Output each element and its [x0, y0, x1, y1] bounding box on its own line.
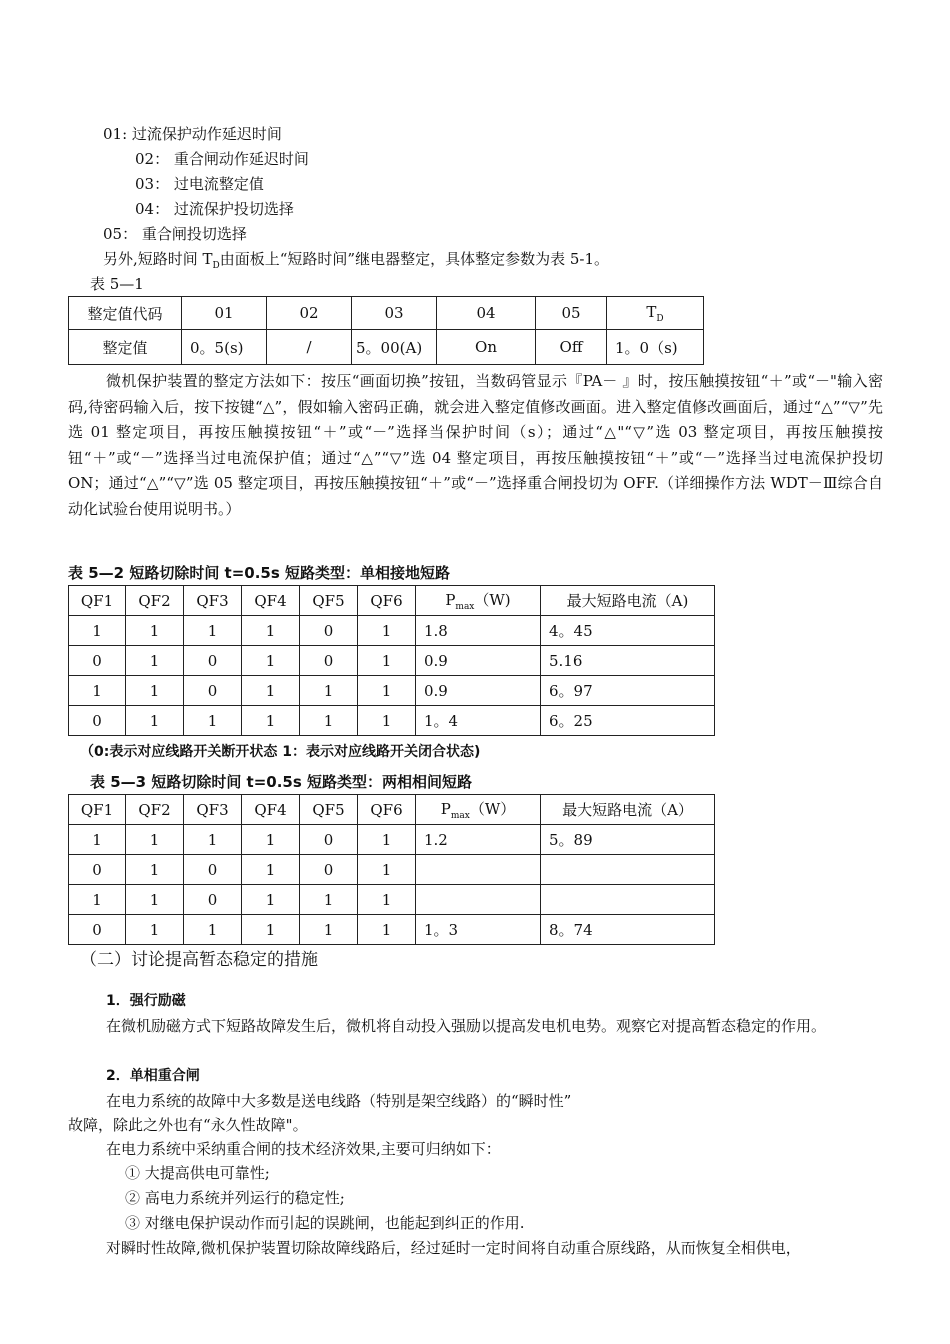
- subsection-title-2: 2．单相重合闸: [106, 1068, 200, 1084]
- table-5-1-caption: 表 5—1: [90, 275, 144, 293]
- table-row: QF1 QF2 QF3 QF4 QF5 QF6 $P_{max}(W)$ 最大短路电流（A）: [69, 795, 715, 825]
- table-row: 0 1 0 1 0 1: [69, 855, 715, 885]
- subsection-2-line-2: 故障，除此之外也有“永久性故障"。: [68, 1116, 308, 1134]
- bullet-item-2: ② 高电力系统并列运行的稳定性;: [125, 1189, 345, 1207]
- list-item-05: 05： 重合闸投切选择: [103, 225, 247, 243]
- table-row: 1 1 0 1 1 1: [69, 885, 715, 915]
- last-line: 对瞬时性故障,微机保护装置切除故障线路后，经过延时一定时间将自动重合原线路，从而恢复全相供电，: [106, 1239, 801, 1257]
- table-5-1: [68, 296, 704, 365]
- list-item-02: 02： 重合闸动作延迟时间: [135, 150, 309, 168]
- bullet-item-3: ③ 对继电保护误动作而引起的误跳闸，也能起到纠正的作用.: [125, 1214, 525, 1232]
- section-title: （二）讨论提高暂态稳定的措施: [80, 950, 318, 970]
- table-5-3-caption: 表 5—3 短路切除时间 t=0.5s 短路类型：两相相间短路: [90, 773, 473, 791]
- list-item-03: 03： 过电流整定值: [135, 175, 264, 193]
- table-row: QF1 QF2 QF3 QF4 QF5 QF6 $P_{max}(W)$ 最大短路电流（A): [69, 586, 715, 616]
- table-row: 0 1 1 1 1 1 1。4 6。25: [69, 706, 715, 736]
- table-row: 0 1 0 1 0 1 0.9 5.16: [69, 646, 715, 676]
- subsection-2-line-1: 在电力系统的故障中大多数是送电线路（特别是架空线路）的“瞬时性”: [106, 1092, 572, 1110]
- subsection-1-paragraph: 在微机励磁方式下短路故障发生后，微机将自动投入强励以提高发电机电势。观察它对提高暂态稳定的作用。: [106, 1017, 827, 1035]
- list-item-04: 04： 过流保护投切选择: [135, 200, 294, 218]
- table-5-2: [68, 585, 715, 736]
- list-item-01: 01: 过流保护动作延迟时间: [103, 125, 282, 143]
- subsection-2-line-3: 在电力系统中采纳重合闸的技术经济效果,主要可归纳如下：: [106, 1140, 501, 1158]
- bullet-item-1: ① 大提高供电可靠性;: [125, 1164, 270, 1182]
- subsection-title-1: 1．强行励磁: [106, 993, 186, 1009]
- method-paragraph: 微机保护装置的整定方法如下：按压“画面切换”按钮，当数码管显示『PA－ 』时，按压触摸按钮“＋”或“－"输入密码,待密码输入后，按下按键“△”，假如输入密码正确，就会进入整定值修改画面。进入整定值修改画面后，通过“△”“▽”先选 01 整定项目，再按压触摸按钮“＋”或“－”选择当保护时间（s）；通过“△"“▽”选 03 整定项目，再按压触摸按钮“＋”或“－”选择当过电流保护值；通过“△”“▽”选 04 整定项目，再按压触摸按钮“＋”或“－”选择当过电流保护投切 ON；通过“△”“▽”选 05 整定项目，再按压触摸按钮“＋”或“－”选择重合闸投切为 OFF.（详细操作方法 WDT－Ⅲ综合自动化试验台使用说明书。）: [68, 372, 883, 518]
- intro-line: 另外,短路时间 $T_D$由面板上“短路时间”继电器整定，具体整定参数为表 5-1。: [103, 250, 610, 271]
- table-5-2-caption: 表 5—2 短路切除时间 t=0.5s 短路类型：单相接地短路: [68, 564, 451, 582]
- table-row: 整定值代码 01 02 03 04 05 $T_D$: [69, 297, 704, 330]
- table-5-2-note: （0:表示对应线路开关断开状态 1：表示对应线路开关闭合状态): [80, 744, 481, 760]
- table-row: 整定值 0。5(s) / 5。00(A) On Off 1。0（s): [69, 330, 704, 365]
- table-5-3: [68, 794, 715, 945]
- table-row: 1 1 0 1 1 1 0.9 6。97: [69, 676, 715, 706]
- table-row: 1 1 1 1 0 1 1.2 5。89: [69, 825, 715, 855]
- table-row: 0 1 1 1 1 1 1。3 8。74: [69, 915, 715, 945]
- table-row: 1 1 1 1 0 1 1.8 4。45: [69, 616, 715, 646]
